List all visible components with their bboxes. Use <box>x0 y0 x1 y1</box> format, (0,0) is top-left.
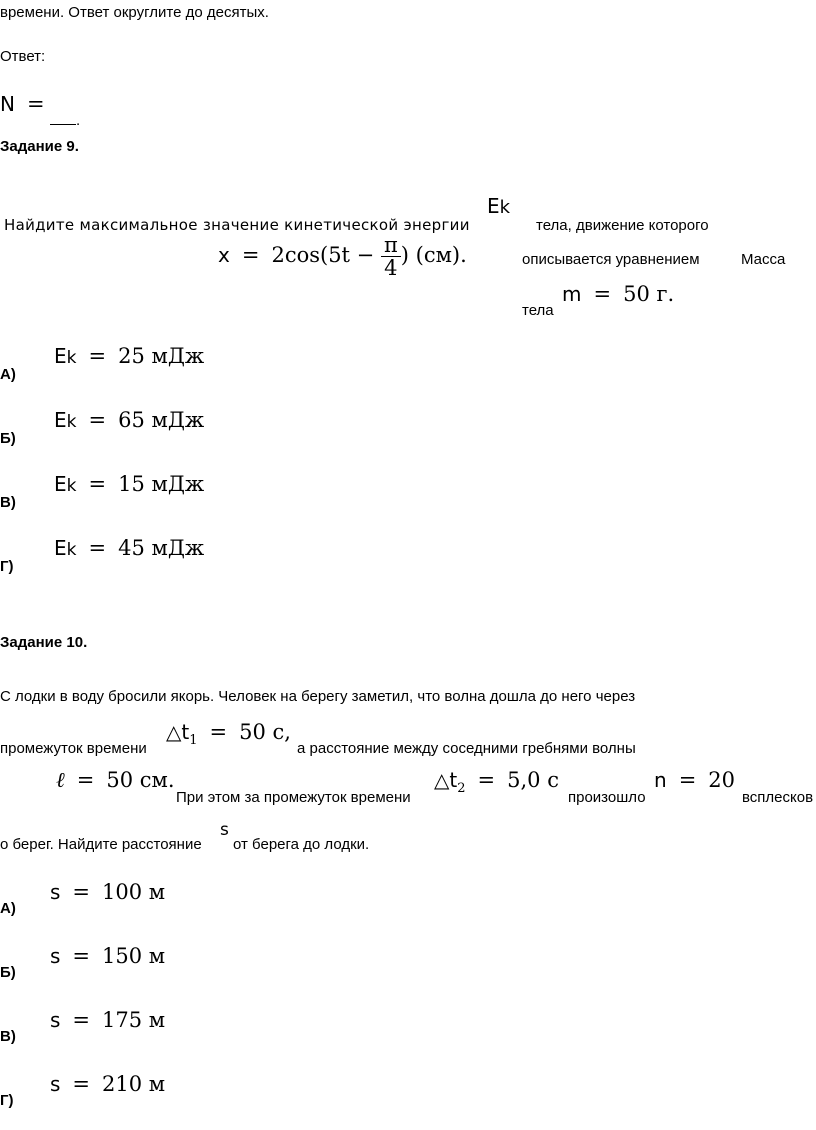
task10-title: Задание 10. <box>0 634 88 651</box>
ell-value: 50 см. <box>106 768 175 792</box>
option-var: E <box>54 472 67 496</box>
intro-line: времени. Ответ округлите до десятых. <box>0 4 269 21</box>
task9-sentence-c: описывается уравнением <box>522 251 700 268</box>
option-value: 100 м <box>102 880 166 904</box>
answer-formula <box>0 92 57 116</box>
option-eq: = <box>88 536 107 560</box>
task10-line3a: При этом за промежуток времени <box>176 789 411 806</box>
eq-fraction <box>381 234 401 279</box>
answer-blank-line <box>50 112 76 125</box>
answer-blank[interactable] <box>50 112 80 130</box>
option-value: 210 м <box>102 1072 166 1096</box>
eq-pre: 2cos(5t − <box>271 243 375 267</box>
n-value: 20 <box>708 768 736 792</box>
mass-value: 50 г. <box>623 282 675 306</box>
ell-eq: = <box>76 768 95 792</box>
task9-ek-symbol <box>487 194 510 220</box>
dt1-eq: = <box>209 720 228 744</box>
frac-num: π <box>381 234 401 257</box>
option-formula <box>54 472 204 498</box>
mass-eq: = <box>593 282 612 306</box>
dt1-value: 50 с, <box>239 720 291 744</box>
option-label: А) <box>0 366 16 383</box>
dt1-formula <box>166 720 291 753</box>
option-formula <box>50 1008 165 1032</box>
option-eq: = <box>88 472 107 496</box>
ek-letter: E <box>487 194 500 218</box>
option-label: А) <box>0 900 16 917</box>
eq-sign: = <box>241 243 260 267</box>
task9-title: Задание 9. <box>0 138 79 155</box>
task10-line3c: всплесков <box>742 789 814 806</box>
option-formula <box>54 408 204 434</box>
option-value: 65 мДж <box>118 408 205 432</box>
ell-formula <box>56 768 175 792</box>
dt2-eq: = <box>477 768 496 792</box>
eq-post: ) (см). <box>400 243 467 267</box>
task10-line2b: а расстояние между соседними гребнями волны <box>297 740 636 757</box>
option-label: Б) <box>0 964 16 981</box>
n-eq: = <box>678 768 697 792</box>
option-label: В) <box>0 1028 16 1045</box>
task10-line4a: о берег. Найдите расстояние <box>0 836 202 853</box>
option-sub: k <box>66 476 77 496</box>
option-label: Б) <box>0 430 16 447</box>
option-formula <box>54 344 204 370</box>
answer-dot: . <box>76 112 81 129</box>
option-var: s <box>50 1008 61 1032</box>
option-var: s <box>50 1072 61 1096</box>
option-label: Г) <box>0 1092 14 1109</box>
option-var: E <box>54 344 67 368</box>
task10-line3b: произошло <box>568 789 646 806</box>
option-var: s <box>50 880 61 904</box>
frac-den: 4 <box>384 256 398 280</box>
dt2-value: 5,0 с <box>507 768 559 792</box>
option-var: E <box>54 408 67 432</box>
ek-sub: k <box>499 197 511 218</box>
option-label: В) <box>0 494 16 511</box>
task10-line4b: от берега до лодки. <box>233 836 370 853</box>
option-eq: = <box>72 1008 91 1032</box>
option-eq: = <box>72 1072 91 1096</box>
option-eq: = <box>72 944 91 968</box>
option-var: s <box>50 944 61 968</box>
task9-mass <box>562 282 674 306</box>
s-letter: s <box>220 820 229 840</box>
task9-sentence-a: Найдите максимальное значение кинетической энергии <box>4 216 470 234</box>
option-eq: = <box>88 344 107 368</box>
task9-sentence-b: тела, движение которого <box>536 217 709 234</box>
mass-var: m <box>562 282 582 306</box>
option-value: 175 м <box>102 1008 166 1032</box>
task10-line1: С лодки в воду бросили якорь. Человек на берегу заметил, что волна дошла до него через <box>0 688 636 705</box>
ell-var: ℓ <box>56 768 65 792</box>
option-sub: k <box>66 412 77 432</box>
option-value: 25 мДж <box>118 344 205 368</box>
n-var: n <box>654 768 667 792</box>
option-value: 150 м <box>102 944 166 968</box>
option-sub: k <box>66 348 77 368</box>
option-formula <box>50 1072 165 1096</box>
dt2-var: △t <box>434 768 458 792</box>
option-formula <box>50 880 165 904</box>
dt2-sub: 2 <box>457 781 466 797</box>
answer-var: N <box>0 92 15 116</box>
eq-lhs: x <box>218 243 230 267</box>
answer-label: Ответ: <box>0 48 46 65</box>
option-formula <box>54 536 204 562</box>
option-eq: = <box>88 408 107 432</box>
option-value: 15 мДж <box>118 472 205 496</box>
n-formula <box>654 768 735 792</box>
task9-sentence-e: тела <box>522 302 554 319</box>
option-label: Г) <box>0 558 14 575</box>
dt1-sub: 1 <box>189 733 198 749</box>
task10-line2a: промежуток времени <box>0 740 147 757</box>
answer-eq: = <box>26 92 45 116</box>
dt2-formula <box>434 768 559 801</box>
option-formula <box>50 944 165 968</box>
s-symbol <box>220 816 229 842</box>
dt1-var: △t <box>166 720 190 744</box>
option-eq: = <box>72 880 91 904</box>
task9-equation <box>218 234 467 279</box>
option-value: 45 мДж <box>118 536 205 560</box>
option-var: E <box>54 536 67 560</box>
task9-sentence-d: Масса <box>741 251 786 268</box>
option-sub: k <box>66 540 77 560</box>
